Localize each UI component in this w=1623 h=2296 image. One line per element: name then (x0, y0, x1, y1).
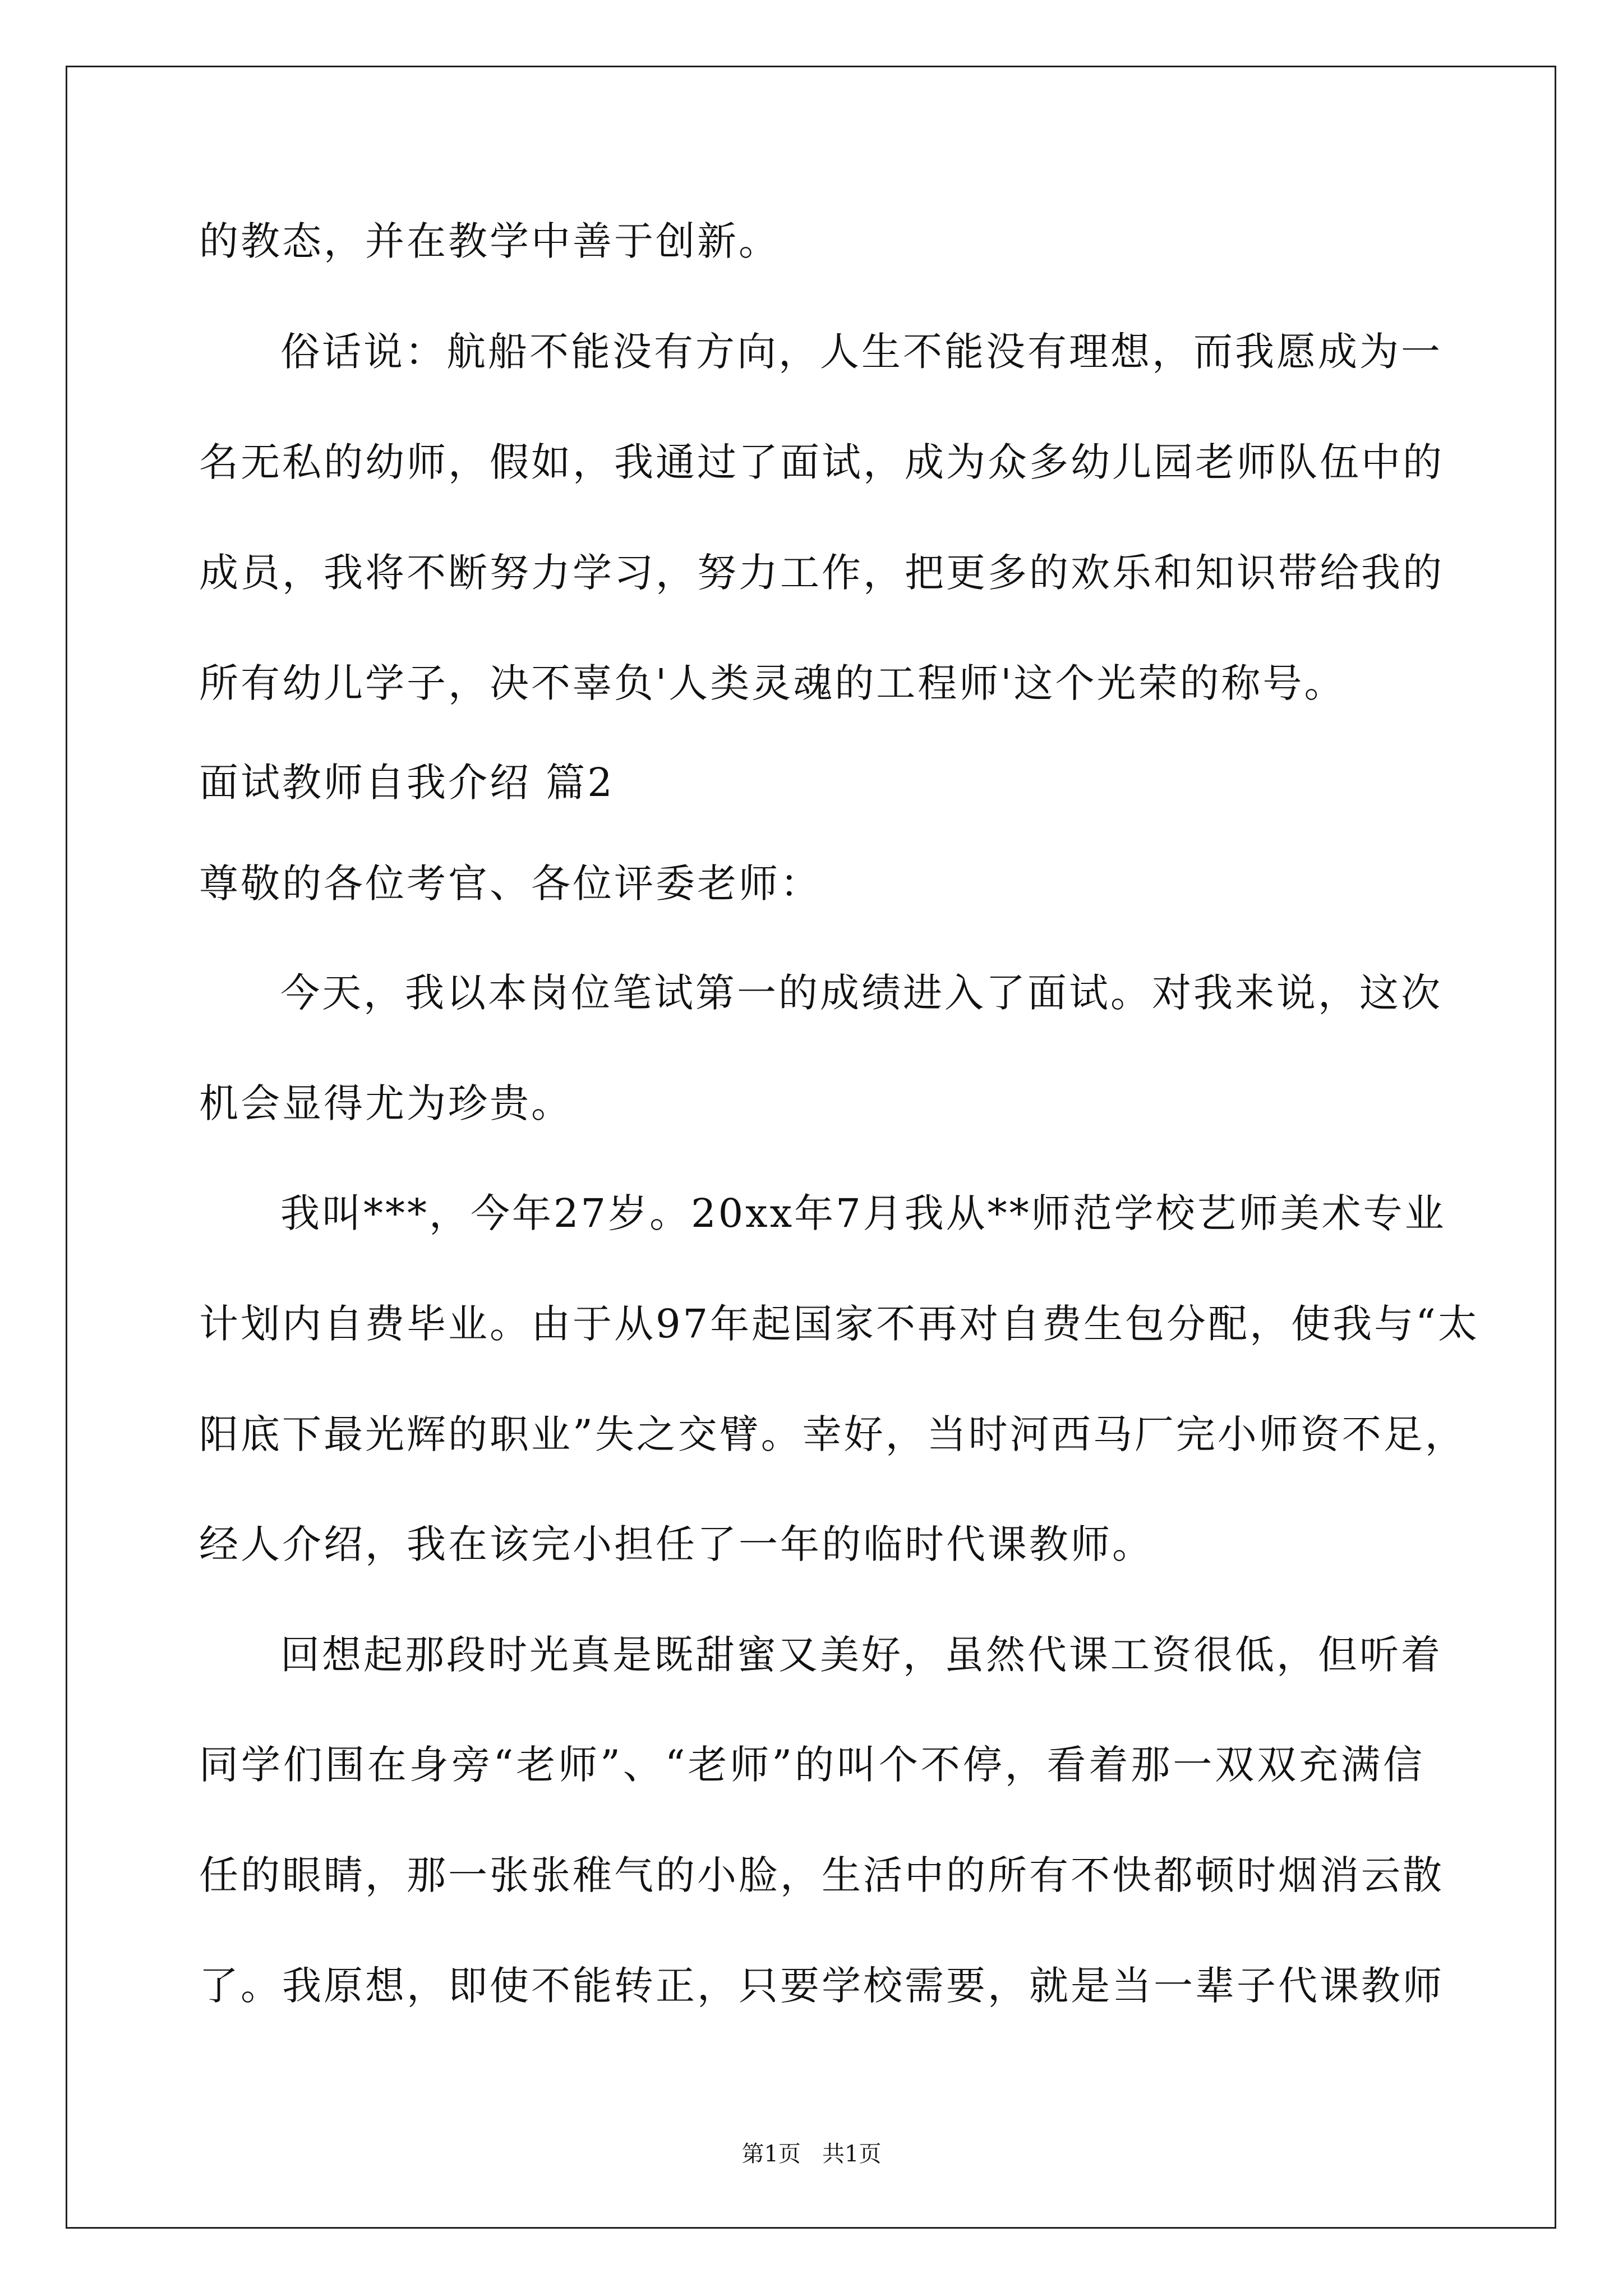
page-border (66, 66, 1556, 2229)
page-footer: 第1页 共1页 (741, 2141, 882, 2167)
paragraph-line: 机会显得尤为珍贵。 (199, 1080, 573, 1126)
paragraph-line: 经人介绍，我在该完小担任了一年的临时代课教师。 (199, 1521, 1154, 1567)
paragraph-line: 了。我原想，即使不能转正，只要学校需要，就是当一辈子代课教师 (199, 1963, 1444, 2009)
paragraph-line: 回想起那段时光真是既甜蜜又美好，虽然代课工资很低，但听着 (280, 1632, 1442, 1678)
paragraph-line: 名无私的幼师，假如，我通过了面试，成为众多幼儿园老师队伍中的 (199, 439, 1444, 485)
section-heading: 面试教师自我介绍 篇2 (199, 760, 615, 806)
paragraph-line: 阳底下最光辉的职业”失之交臂。幸好，当时河西马厂完小师资不足， (199, 1411, 1467, 1457)
paragraph-line: 计划内自费毕业。由于从97年起国家不再对自费生包分配，使我与“太 (199, 1301, 1479, 1347)
paragraph-line: 任的眼睛，那一张张稚气的小脸，生活中的所有不快都顿时烟消云散 (199, 1852, 1444, 1898)
paragraph-line: 所有幼儿学子，决不辜负'人类灵魂的工程师'这个光荣的称号。 (199, 660, 1346, 706)
paragraph-line: 的教态，并在教学中善于创新。 (199, 218, 780, 264)
paragraph-line: 我叫***，今年27岁。20xx年7月我从**师范学校艺师美术专业 (280, 1190, 1446, 1236)
paragraph-line: 今天，我以本岗位笔试第一的成绩进入了面试。对我来说，这次 (280, 970, 1442, 1016)
paragraph-line: 俗话说：航船不能没有方向，人生不能没有理想，而我愿成为一 (280, 329, 1442, 375)
paragraph-line: 同学们围在身旁“老师”、“老师”的叫个不停，看着那一双双充满信 (199, 1742, 1424, 1788)
paragraph-line: 尊敬的各位考官、各位评委老师： (199, 861, 822, 907)
paragraph-line: 成员，我将不断努力学习，努力工作，把更多的欢乐和知识带给我的 (199, 550, 1444, 596)
